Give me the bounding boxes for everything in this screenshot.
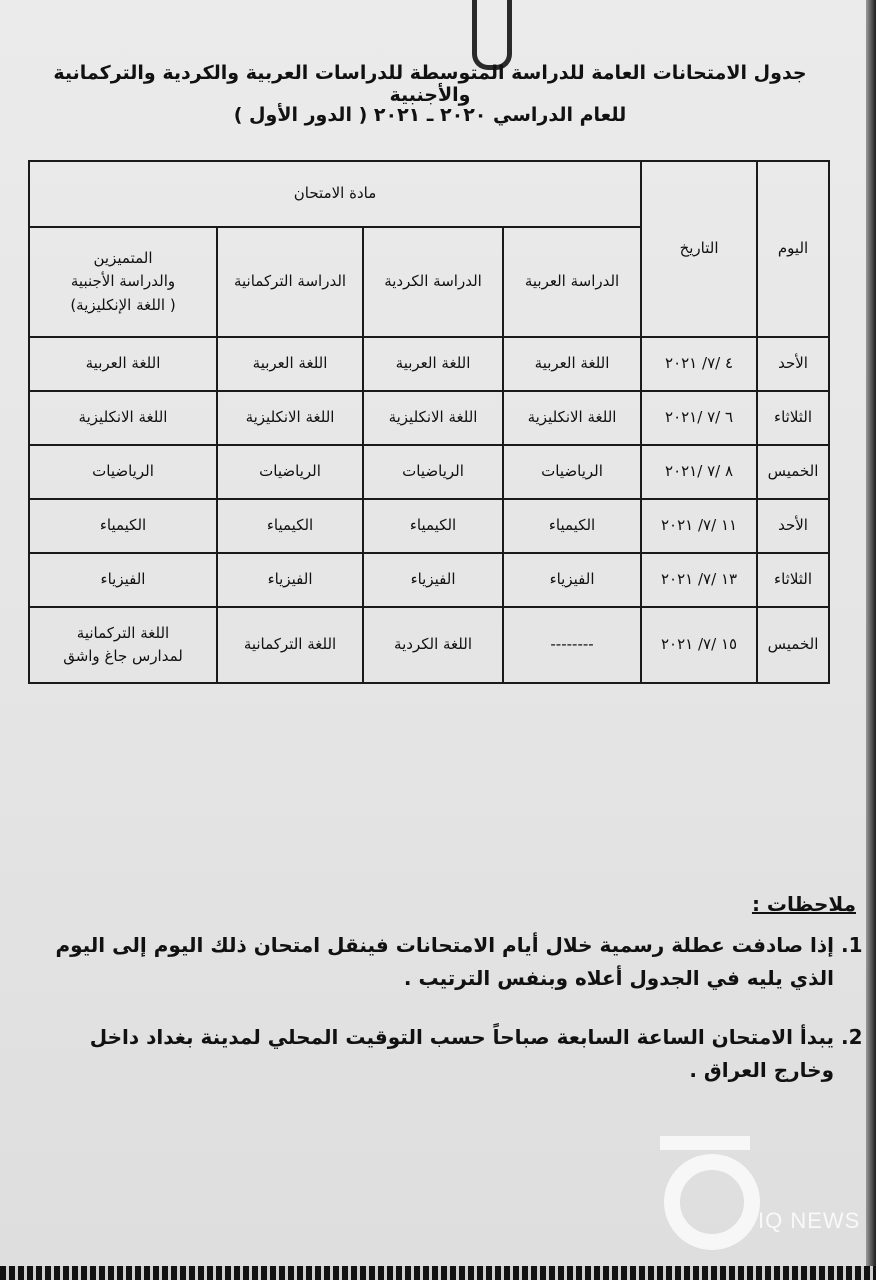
header-date: التاريخ: [641, 161, 757, 337]
row-cell: اللغة الانكليزية: [503, 391, 641, 445]
row-day: الخميس: [757, 445, 829, 499]
note-item: 2. يبدأ الامتحان الساعة السابعة صباحاً حسب التوقيت المحلي لمدينة بغداد داخل وخارج العراق .: [36, 1021, 834, 1087]
document-subtitle: للعام الدراسي ٢٠٢٠ ـ ٢٠٢١ ( الدور الأول ): [233, 104, 627, 126]
row-day: الثلاثاء: [757, 391, 829, 445]
iq-news-logo-icon: [650, 1132, 865, 1267]
row-cell: اللغة التركمانية: [217, 607, 363, 683]
row-cell: الكيمياء: [363, 499, 503, 553]
row-date: ٤ /٧/ ٢٠٢١: [641, 337, 757, 391]
row-day: الخميس: [757, 607, 829, 683]
row-day: الأحد: [757, 337, 829, 391]
row-cell: الفيزياء: [29, 553, 217, 607]
row-cell: اللغة الكردية: [363, 607, 503, 683]
row-cell: الفيزياء: [363, 553, 503, 607]
row-cell: الرياضيات: [217, 445, 363, 499]
row-cell: الفيزياء: [217, 553, 363, 607]
header-arabic-study: الدراسة العربية: [503, 227, 641, 337]
note-item: 1. إذا صادفت عطلة رسمية خلال أيام الامتحانات فينقل امتحان ذلك اليوم إلى اليوم الذي يليه في الجدول أعلاه وبنفس الترتيب .: [36, 929, 834, 995]
header-turkmen-study: الدراسة التركمانية: [217, 227, 363, 337]
row-cell: الكيمياء: [29, 499, 217, 553]
table-row: [29, 337, 829, 391]
table-row: [29, 445, 829, 499]
watermark-text: IQ NEWS: [758, 1208, 861, 1233]
row-cell: اللغة التركمانية لمدارس جاغ واشق: [29, 607, 217, 683]
scan-edge-right: [866, 0, 876, 1280]
row-day: الثلاثاء: [757, 553, 829, 607]
row-cell: اللغة الانكليزية: [363, 391, 503, 445]
row-cell: اللغة الانكليزية: [29, 391, 217, 445]
document-title: جدول الامتحانات العامة للدراسة المتوسطة للدراسات العربية والكردية والتركمانية والأجنبية: [53, 62, 807, 106]
row-cell: الفيزياء: [503, 553, 641, 607]
row-date: ٨ /٧ /٢٠٢١: [641, 445, 757, 499]
row-cell: الرياضيات: [29, 445, 217, 499]
table-row: [29, 553, 829, 607]
scan-edge-bottom: [0, 1266, 876, 1280]
exam-schedule-table: [28, 160, 830, 684]
row-cell: --------: [503, 607, 641, 683]
row-cell: الرياضيات: [363, 445, 503, 499]
row-cell: اللغة العربية: [363, 337, 503, 391]
row-date: ٦ /٧ /٢٠٢١: [641, 391, 757, 445]
row-cell: اللغة العربية: [503, 337, 641, 391]
paper-clip: [472, 0, 512, 70]
row-date: ١٣ /٧/ ٢٠٢١: [641, 553, 757, 607]
row-cell: الكيمياء: [503, 499, 641, 553]
table-row: [29, 499, 829, 553]
header-day: اليوم: [757, 161, 829, 337]
row-date: ١٥ /٧/ ٢٠٢١: [641, 607, 757, 683]
row-cell: الكيمياء: [217, 499, 363, 553]
row-cell: اللغة العربية: [29, 337, 217, 391]
header-subject-group: مادة الامتحان: [29, 161, 641, 227]
notes-section: [36, 888, 856, 1113]
row-cell: اللغة الانكليزية: [217, 391, 363, 445]
row-cell: الرياضيات: [503, 445, 641, 499]
header-foreign-study: المتميزين والدراسة الأجنبية ( اللغة الإنكليزية): [29, 227, 217, 337]
header-kurdish-study: الدراسة الكردية: [363, 227, 503, 337]
notes-title: ملاحظات :: [751, 892, 856, 916]
row-date: ١١ /٧/ ٢٠٢١: [641, 499, 757, 553]
table-row: [29, 391, 829, 445]
table-row: [29, 607, 829, 683]
row-cell: اللغة العربية: [217, 337, 363, 391]
row-day: الأحد: [757, 499, 829, 553]
